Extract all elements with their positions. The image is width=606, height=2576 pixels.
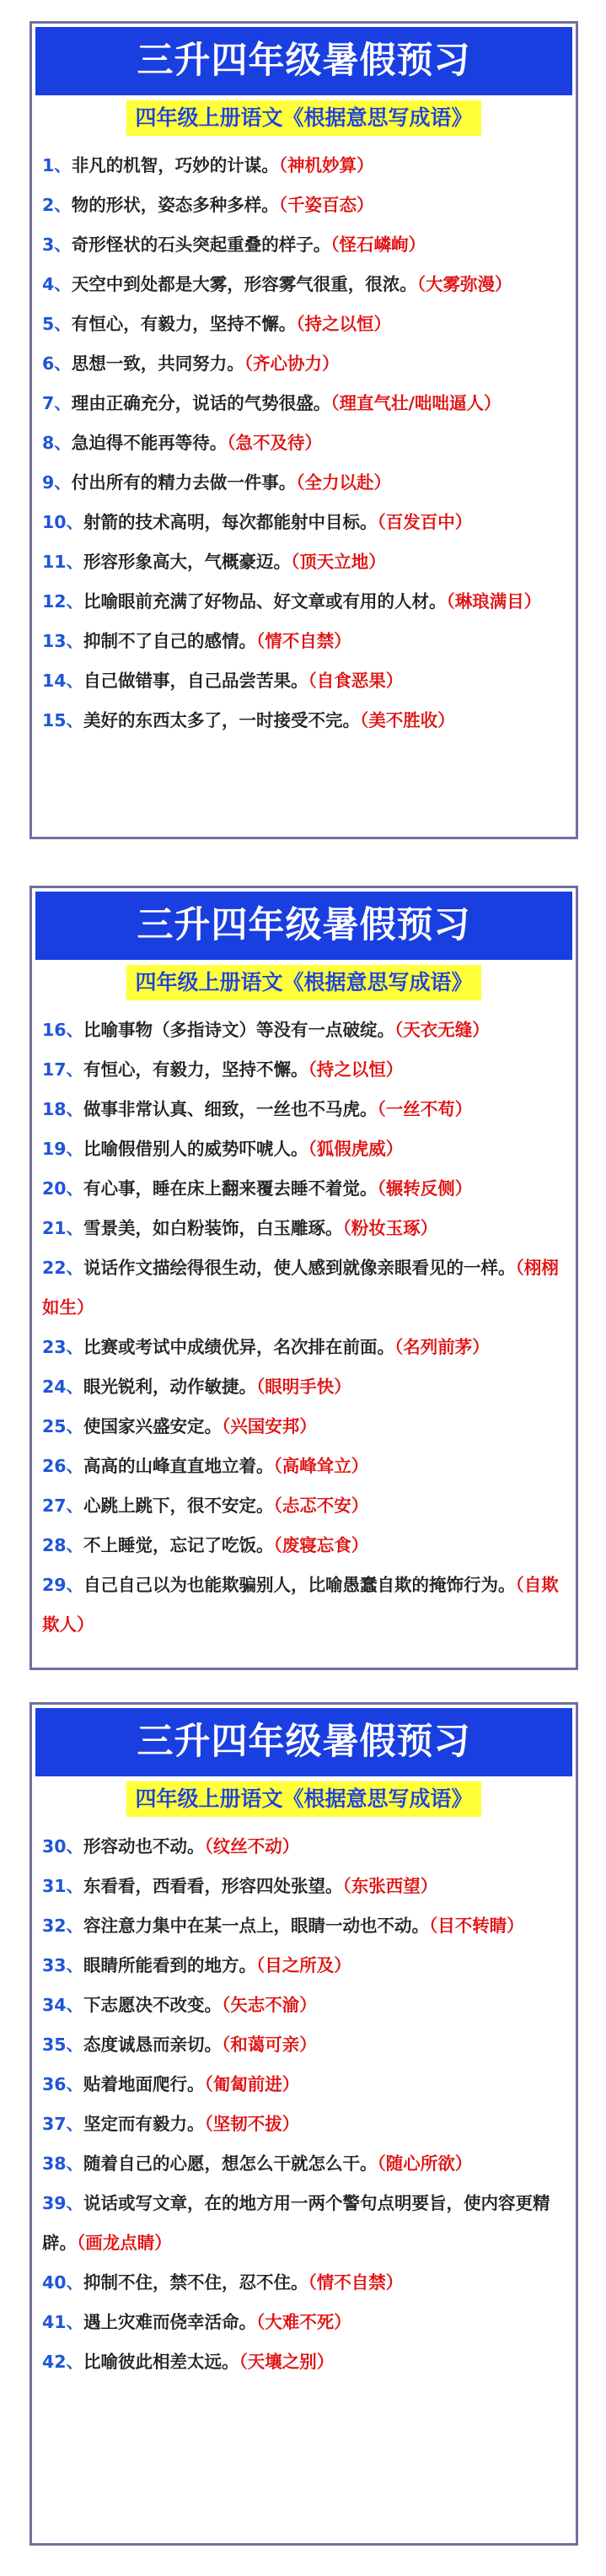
item-number: 12、 [42, 591, 84, 612]
list-item [42, 1566, 576, 1645]
item-answer: （坚韧不拔） [204, 2114, 300, 2134]
list-item [42, 503, 576, 542]
list-item [42, 1367, 576, 1407]
list-item [42, 2104, 576, 2144]
idiom-list [42, 146, 576, 741]
list-item [42, 701, 576, 741]
item-answer: （急不及待） [227, 433, 323, 453]
item-number: 24、 [42, 1377, 84, 1397]
item-number: 36、 [42, 2074, 84, 2094]
item-number: 1、 [42, 155, 72, 175]
item-answer: （忐忑不安） [273, 1495, 369, 1516]
item-definition: 形容形象高大，气概豪迈。 [83, 552, 292, 572]
item-number: 22、 [42, 1258, 84, 1278]
card-title: 三升四年级暑假预习 [35, 1708, 572, 1776]
item-answer: （顶天立地） [291, 552, 386, 572]
item-number: 42、 [42, 2352, 84, 2372]
item-definition: 抑制不了自己的感情。 [83, 631, 257, 651]
item-definition: 眼睛所能看到的地方。 [83, 1955, 257, 1975]
item-number: 2、 [42, 195, 72, 215]
item-number: 32、 [42, 1916, 84, 1936]
list-item [42, 1526, 576, 1566]
item-number: 7、 [42, 393, 72, 413]
item-number: 33、 [42, 1955, 84, 1975]
item-answer: （全力以赴） [296, 472, 392, 493]
item-number: 37、 [42, 2114, 84, 2134]
item-answer: （琳琅满目） [446, 591, 542, 612]
list-item [42, 2144, 576, 2184]
idiom-list [42, 1827, 576, 2382]
item-number: 21、 [42, 1218, 84, 1238]
list-item [42, 1050, 576, 1090]
item-definition: 比喻眼前充满了好物品、好文章或有用的人材。 [83, 591, 447, 612]
item-answer: （理直气壮/咄咄逼人） [330, 393, 501, 413]
list-item [42, 1169, 576, 1209]
item-number: 38、 [42, 2153, 84, 2174]
list-item [42, 1827, 576, 1867]
item-definition: 思想一致，共同努力。 [71, 353, 244, 374]
item-definition: 非凡的机智，巧妙的计谋。 [71, 155, 279, 175]
item-answer: （废寝忘食） [273, 1535, 369, 1555]
item-answer: （和蔼可亲） [222, 2034, 317, 2055]
list-item [42, 542, 576, 582]
item-definition: 使国家兴盛安定。 [83, 1416, 223, 1436]
card-subtitle: 四年级上册语文《根据意思写成语》 [126, 965, 480, 1000]
card-title: 三升四年级暑假预习 [35, 892, 572, 960]
item-number: 31、 [42, 1876, 84, 1896]
item-definition: 东看看，西看看，形容四处张望。 [83, 1876, 343, 1896]
item-definition: 比赛或考试中成绩优异，名次排在前面。 [83, 1337, 395, 1357]
list-item [42, 622, 576, 661]
item-number: 8、 [42, 433, 72, 453]
item-definition: 坚定而有毅力。 [83, 2114, 205, 2134]
item-definition: 眼光锐利，动作敏捷。 [83, 1377, 257, 1397]
item-answer: （持之以恒） [308, 1059, 404, 1080]
item-answer: （辗转反侧） [377, 1178, 473, 1199]
list-item [42, 1946, 576, 1986]
item-definition: 抑制不住，禁不住，忍不住。 [83, 2272, 308, 2293]
item-definition: 急迫得不能再等待。 [71, 433, 228, 453]
item-definition: 随着自己的心愿，想怎么干就怎么干。 [83, 2153, 378, 2174]
item-number: 40、 [42, 2272, 84, 2293]
item-definition: 理由正确充分，说话的气势很盛。 [71, 393, 331, 413]
list-item [42, 1447, 576, 1486]
list-item [42, 2342, 576, 2382]
item-definition: 物的形状，姿态多种多样。 [71, 195, 279, 215]
list-item [42, 2025, 576, 2065]
item-number: 10、 [42, 512, 84, 532]
item-answer: （大雾弥漫） [416, 274, 512, 294]
item-answer: （东张西望） [342, 1876, 438, 1896]
list-item [42, 582, 576, 622]
item-definition: 美好的东西太多了，一时接受不完。 [83, 710, 361, 730]
list-item [42, 661, 576, 701]
item-number: 39、 [42, 2193, 84, 2213]
item-definition: 比喻彼此相差太远。 [83, 2352, 239, 2372]
list-item [42, 423, 576, 463]
item-definition: 容注意力集中在某一点上，眼睛一动也不动。 [83, 1916, 430, 1936]
list-item [42, 1209, 576, 1248]
item-definition: 态度诚恳而亲切。 [83, 2034, 223, 2055]
item-number: 34、 [42, 1995, 84, 2015]
item-number: 23、 [42, 1337, 84, 1357]
list-item [42, 146, 576, 186]
item-answer: （随心所欲） [377, 2153, 473, 2174]
item-definition: 比喻事物（多指诗文）等没有一点破绽。 [83, 1020, 395, 1040]
list-item [42, 1867, 576, 1906]
item-answer: （栩栩如生） [42, 1258, 559, 1318]
item-answer: （兴国安邦） [222, 1416, 317, 1436]
item-number: 27、 [42, 1495, 84, 1516]
item-definition: 说话或写文章，在的地方用一两个警句点明要旨，使内容更精辟。 [42, 2193, 550, 2253]
idiom-card-3 [29, 1702, 578, 2546]
item-definition: 心跳上跳下，很不安定。 [83, 1495, 274, 1516]
item-number: 18、 [42, 1099, 84, 1119]
item-answer: （神机妙算） [278, 155, 374, 175]
item-number: 9、 [42, 472, 72, 493]
list-item [42, 1129, 576, 1169]
item-definition: 自己自己以为也能欺骗别人，比喻愚蠢自欺的掩饰行为。 [83, 1575, 516, 1595]
item-answer: （百发百中） [377, 512, 473, 532]
list-item [42, 1906, 576, 1946]
item-answer: （目不转睛） [429, 1916, 524, 1936]
item-definition: 遇上灾难而侥幸活命。 [83, 2312, 257, 2332]
item-answer: （情不自禁） [256, 631, 351, 651]
item-definition: 高高的山峰直直地立着。 [83, 1456, 274, 1476]
item-number: 6、 [42, 353, 72, 374]
item-number: 13、 [42, 631, 84, 651]
item-definition: 天空中到处都是大雾，形容雾气很重，很浓。 [71, 274, 417, 294]
item-answer: （眼明手快） [256, 1377, 351, 1397]
item-definition: 不上睡觉，忘记了吃饭。 [83, 1535, 274, 1555]
item-definition: 有心事，睡在床上翻来覆去睡不着觉。 [83, 1178, 378, 1199]
item-number: 16、 [42, 1020, 84, 1040]
item-answer: （千姿百态） [278, 195, 374, 215]
item-number: 30、 [42, 1836, 84, 1857]
idiom-card-2 [29, 886, 578, 1670]
item-answer: （大难不死） [256, 2312, 351, 2332]
item-answer: （画龙点睛） [77, 2233, 172, 2253]
list-item [42, 463, 576, 503]
item-answer: （矢志不渝） [222, 1995, 317, 2015]
item-definition: 有恒心，有毅力，坚持不懈。 [83, 1059, 308, 1080]
list-item [42, 186, 576, 225]
idiom-card-1 [29, 21, 578, 839]
item-answer: （目之所及） [256, 1955, 351, 1975]
list-item [42, 1248, 576, 1328]
item-number: 35、 [42, 2034, 84, 2055]
item-answer: （匍匐前进） [204, 2074, 300, 2094]
item-number: 11、 [42, 552, 84, 572]
list-item [42, 1010, 576, 1050]
idiom-list [42, 1010, 576, 1645]
item-answer: （怪石嶙峋） [330, 234, 426, 255]
list-item [42, 2184, 576, 2263]
item-definition: 雪景美，如白粉装饰，白玉雕琢。 [83, 1218, 343, 1238]
item-definition: 说话作文描绘得很生动，使人感到就像亲眼看见的一样。 [83, 1258, 516, 1278]
item-definition: 自己做错事，自己品尝苦果。 [83, 671, 308, 691]
list-item [42, 2303, 576, 2342]
item-definition: 下志愿决不改变。 [83, 1995, 223, 2015]
item-number: 14、 [42, 671, 84, 691]
item-number: 17、 [42, 1059, 84, 1080]
item-answer: （粉妆玉琢） [342, 1218, 438, 1238]
list-item [42, 1328, 576, 1367]
item-answer: （美不胜收） [360, 710, 455, 730]
item-number: 4、 [42, 274, 72, 294]
item-answer: （一丝不苟） [377, 1099, 473, 1119]
card-subtitle: 四年级上册语文《根据意思写成语》 [126, 1781, 480, 1817]
item-definition: 比喻假借别人的威势吓唬人。 [83, 1139, 308, 1159]
item-answer: （纹丝不动） [204, 1836, 300, 1857]
list-item [42, 2263, 576, 2303]
item-number: 41、 [42, 2312, 84, 2332]
item-definition: 形容动也不动。 [83, 1836, 205, 1857]
list-item [42, 225, 576, 265]
item-answer: （狐假虎威） [308, 1139, 404, 1159]
item-definition: 奇形怪状的石头突起重叠的样子。 [71, 234, 331, 255]
item-definition: 付出所有的精力去做一件事。 [71, 472, 297, 493]
list-item [42, 265, 576, 304]
item-answer: （名列前茅） [394, 1337, 490, 1357]
list-item [42, 1090, 576, 1129]
card-subtitle: 四年级上册语文《根据意思写成语》 [126, 100, 480, 136]
item-answer: （自欺欺人） [42, 1575, 559, 1635]
item-number: 25、 [42, 1416, 84, 1436]
item-number: 5、 [42, 314, 72, 334]
item-answer: （齐心协力） [244, 353, 340, 374]
item-definition: 做事非常认真、细致，一丝也不马虎。 [83, 1099, 378, 1119]
item-number: 19、 [42, 1139, 84, 1159]
item-number: 26、 [42, 1456, 84, 1476]
list-item [42, 1407, 576, 1447]
list-item [42, 384, 576, 423]
item-definition: 有恒心，有毅力，坚持不懈。 [71, 314, 297, 334]
item-answer: （天壤之别） [239, 2352, 335, 2372]
item-number: 28、 [42, 1535, 84, 1555]
item-answer: （自食恶果） [308, 671, 404, 691]
item-number: 15、 [42, 710, 84, 730]
item-definition: 贴着地面爬行。 [83, 2074, 205, 2094]
list-item [42, 1986, 576, 2025]
list-item [42, 344, 576, 384]
item-number: 3、 [42, 234, 72, 255]
item-answer: （持之以恒） [296, 314, 392, 334]
item-number: 29、 [42, 1575, 84, 1595]
item-number: 20、 [42, 1178, 84, 1199]
list-item [42, 1486, 576, 1526]
list-item [42, 2065, 576, 2104]
card-title: 三升四年级暑假预习 [35, 27, 572, 95]
item-answer: （情不自禁） [308, 2272, 404, 2293]
item-answer: （天衣无缝） [394, 1020, 490, 1040]
list-item [42, 304, 576, 344]
item-answer: （高峰耸立） [273, 1456, 369, 1476]
item-definition: 射箭的技术高明，每次都能射中目标。 [83, 512, 378, 532]
